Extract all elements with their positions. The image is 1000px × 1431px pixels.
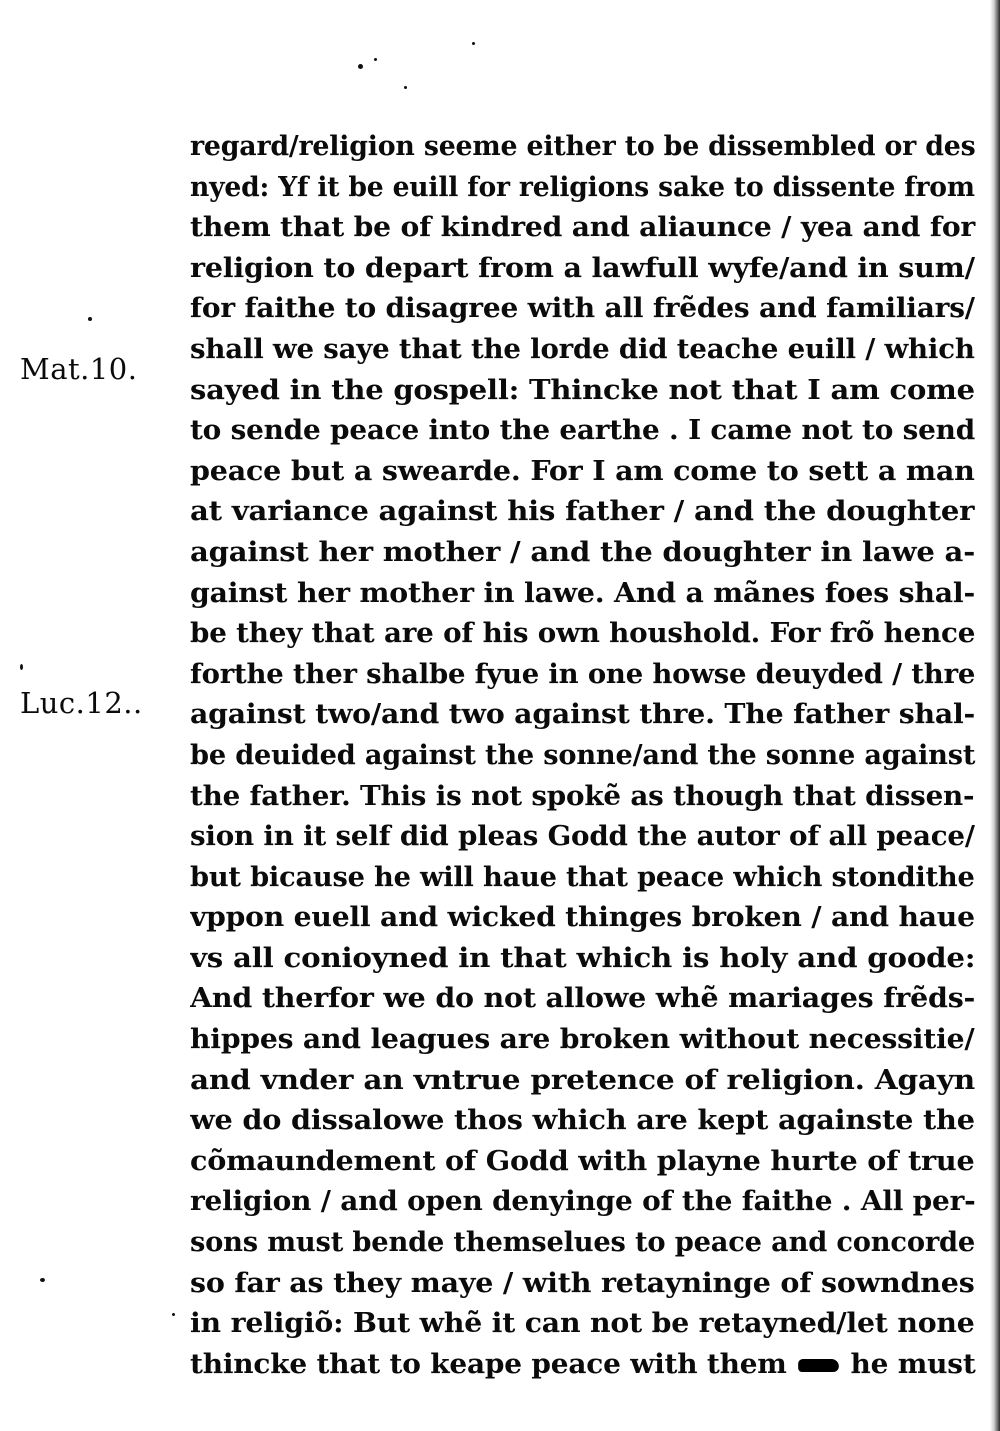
- scan-speck: [374, 58, 377, 61]
- text-line: in religiõ: But whẽ it can not be retayned/let none: [190, 1307, 975, 1340]
- text-line: shall we saye that the lorde did teache euill / which: [190, 332, 975, 365]
- text-line: forthe ther shalbe fyue in one howse deuyded / thre: [190, 657, 976, 690]
- scan-speck: [20, 664, 23, 670]
- text-line: regard/religion seeme either to be dissembled or des: [190, 130, 976, 162]
- text-line: sion in it self did pleas Godd the autor of all peace/: [190, 820, 975, 853]
- text-line: And therfor we do not allowe whẽ mariages frẽds-: [190, 982, 976, 1015]
- text-line: peace but a swearde. For I am come to sett a man: [190, 454, 975, 487]
- page-edge-shadow: [990, 0, 1000, 1431]
- text-line: religion / and open denyinge of the faithe . All per-: [190, 1185, 976, 1218]
- text-line: sons must bende themselues to peace and concorde: [190, 1226, 976, 1259]
- text-line: nyed: Yf it be euill for religions sake to dissente from: [190, 170, 975, 203]
- text-line: hippes and leagues are broken without necessitie/: [190, 1023, 975, 1056]
- text-line: vppon euell and wicked thinges broken / and haue: [190, 901, 975, 934]
- text-line: religion to depart from a lawfull wyfe/and in sum/: [190, 251, 975, 284]
- margin-note-matthew: Mat.10.: [20, 352, 138, 386]
- text-line: to sende peace into the earthe . I came not to send: [190, 414, 976, 447]
- scan-speck: [172, 1313, 175, 1316]
- text-line: be they that are of his own houshold. For frõ hence: [190, 617, 976, 650]
- text-line: against her mother / and the doughter in lawe a-: [190, 535, 976, 568]
- text-line: and vnder an vntrue pretence of religion. Agayn: [190, 1063, 976, 1096]
- text-line: vs all conioyned in that which is holy and goode:: [190, 941, 976, 974]
- scan-speck: [404, 86, 407, 89]
- last-line-start: thincke that to keape peace with them: [190, 1347, 787, 1380]
- text-line: we do dissalowe thos which are kept againste the: [190, 1104, 975, 1137]
- text-line: cõmaundement of Godd with playne hurte of true: [190, 1144, 975, 1177]
- margin-note-luke: Luc.12..: [20, 686, 143, 720]
- body-text: [190, 126, 980, 1384]
- scan-speck: [40, 1278, 45, 1282]
- text-line: sayed in the gospell: Thincke not that I am come: [190, 373, 975, 406]
- text-line: gainst her mother in lawe. And a mãnes foes shal-: [190, 576, 976, 609]
- ink-blot: [798, 1359, 839, 1372]
- text-line: so far as they maye / with retayninge of sowndnes: [190, 1266, 975, 1299]
- text-line: for faithe to disagree with all frẽdes and familiars/: [190, 292, 975, 325]
- scan-speck: [472, 42, 475, 45]
- text-line-last: [190, 1344, 980, 1385]
- text-line: against two/and two against thre. The father shal-: [190, 698, 976, 731]
- text-line: them that be of kindred and aliaunce / yea and for: [190, 211, 976, 244]
- text-line: be deuided against the sonne/and the sonne against: [190, 738, 976, 771]
- last-line-end: he must: [850, 1347, 976, 1380]
- scan-speck: [88, 317, 92, 321]
- text-line: at variance against his father / and the doughter: [190, 495, 975, 528]
- text-line: the father. This is not spokẽ as though that dissen-: [190, 779, 975, 812]
- text-line: but bicause he will haue that peace which stondithe: [190, 860, 975, 893]
- scan-speck: [358, 64, 363, 69]
